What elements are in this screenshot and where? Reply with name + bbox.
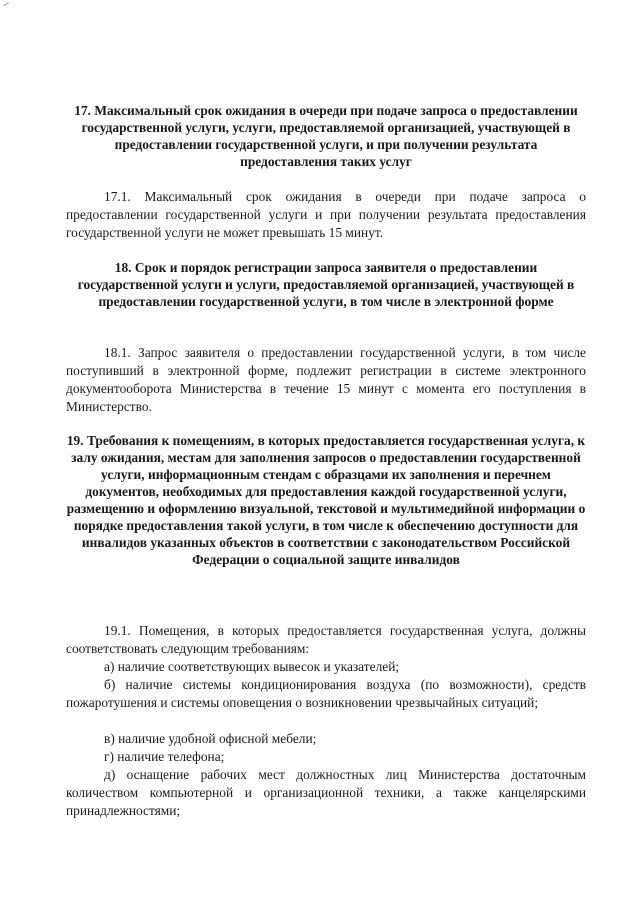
requirement-item-v: в) наличие удобной офисной мебели; <box>104 731 317 746</box>
requirement-item-a: а) наличие соответствующих вывесок и указателей; <box>104 659 400 674</box>
section-19-heading: 19. Требования к помещениям, в которых предоставляется государственная услуга, к залу ожидания, местам для заполнения запросов о предоставлении государственной услуги, информационным стендам с образцами их заполнения и перечнем документов, необходимых для предоставления каждой государственной услуги, размещению и оформлению визуальной, текстовой и мультимедийной информации о порядке предоставления такой услуги, в том числе к обеспечению доступности для инвалидов указанных объектов в соответствии с законодательством Российской Федерации о социальной защите инвалидов <box>66 433 586 567</box>
scan-mark <box>1 0 9 6</box>
section-17-heading: 17. Максимальный срок ожидания в очереди при подаче запроса о предоставлении государственной услуги, услуги, предоставляемой организацией, участвующей в предоставлении государственной услуги, и при получении результата предоставления таких услуг <box>74 103 578 169</box>
section-19-paragraph-1: 19.1. Помещения, в которых предоставляется государственная услуга, должны соответствовать следующим требованиям: <box>66 623 586 656</box>
section-18-heading: 18. Срок и порядок регистрации запроса заявителя о предоставлении государственной услуги и услуги, предоставляемой организацией, участвующей в предоставлении государственной услуги, в том числе в электронной форме <box>77 260 575 309</box>
section-18-paragraph-1: 18.1. Запрос заявителя о предоставлении государственной услуги, в том числе поступивший в электронной форме, подлежит регистрации в системе электронного документооборота Министерства в течение 15 минут с момента его поступления в Министерство. <box>66 345 586 414</box>
requirement-item-d: д) оснащение рабочих мест должностных лиц Министерства достаточным количеством компьютерной и организационной техники, а также канцелярскими принадлежностями; <box>66 767 586 818</box>
requirement-item-b: б) наличие системы кондиционирования воздуха (по возможности), средств пожаротушения и системы оповещения о возникновении чрезвычайных ситуаций; <box>66 677 586 710</box>
section-17-paragraph-1: 17.1. Максимальный срок ожидания в очереди при подаче запроса о предоставлении государственной услуги и при получении результата предоставления государственной услуги не может превышать 15 минут. <box>66 189 586 240</box>
requirement-item-g: г) наличие телефона; <box>104 749 225 764</box>
